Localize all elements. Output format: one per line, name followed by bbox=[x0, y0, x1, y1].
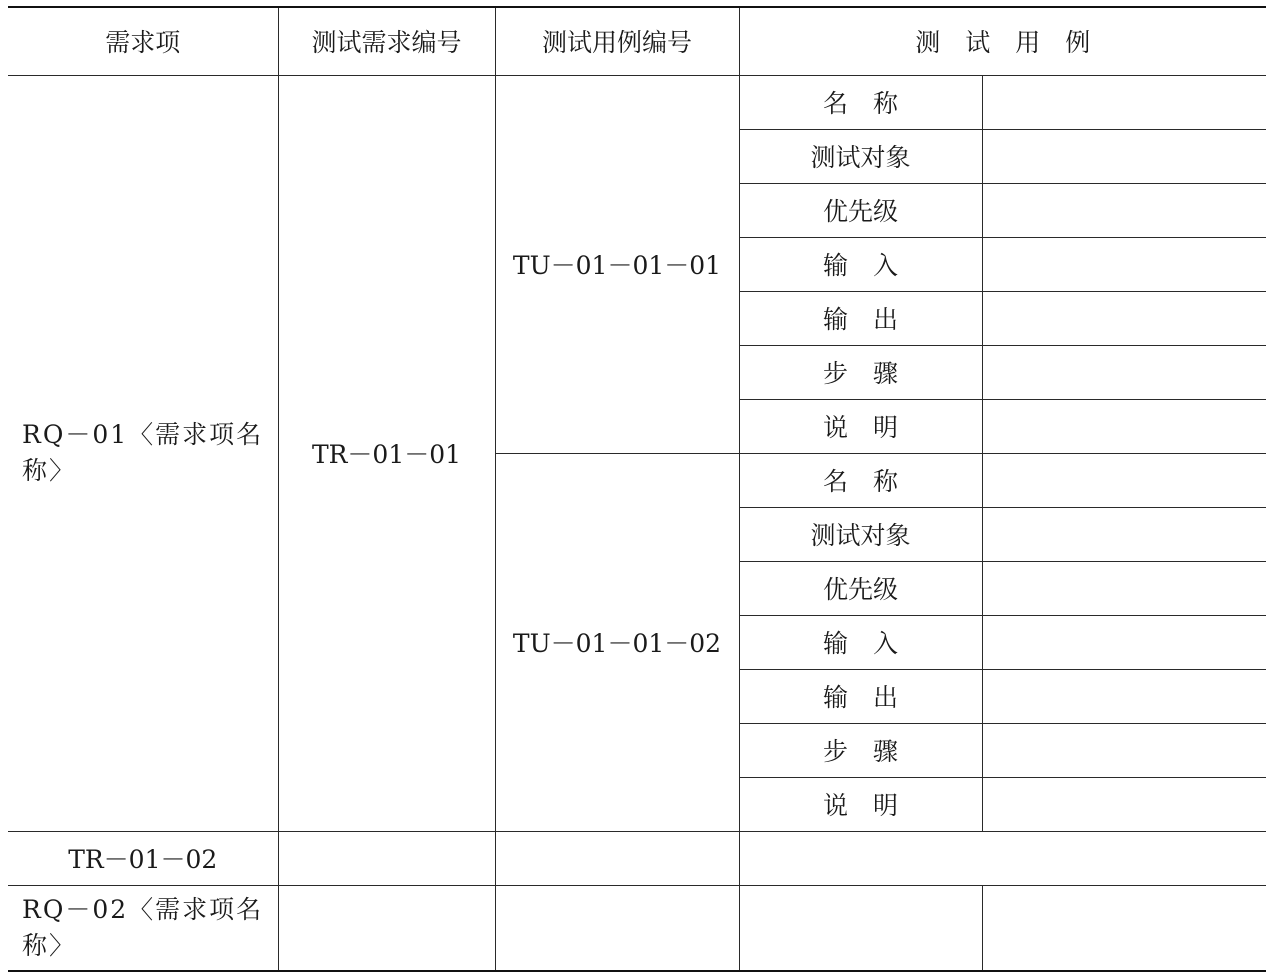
field-value-name bbox=[982, 453, 1266, 507]
empty-cell bbox=[495, 885, 739, 971]
field-value-steps bbox=[982, 345, 1266, 399]
field-label-name: 名 称 bbox=[739, 453, 982, 507]
empty-cell bbox=[495, 831, 739, 885]
test-traceability-table bbox=[8, 6, 1266, 972]
field-label-input: 输 入 bbox=[739, 237, 982, 291]
test-requirement-id-cell: TR－01－01 bbox=[278, 75, 495, 831]
field-value-priority bbox=[982, 183, 1266, 237]
field-value-output bbox=[982, 291, 1266, 345]
field-value-output bbox=[982, 669, 1266, 723]
field-label-steps: 步 骤 bbox=[739, 723, 982, 777]
table-row bbox=[8, 831, 1266, 885]
field-value-input bbox=[982, 237, 1266, 291]
empty-cell bbox=[278, 831, 495, 885]
test-requirement-id-cell: TR－01－02 bbox=[8, 831, 278, 885]
field-label-output: 输 出 bbox=[739, 669, 982, 723]
field-label-notes: 说 明 bbox=[739, 777, 982, 831]
requirement-item-cell: RQ－01〈需求项名称〉 bbox=[8, 75, 278, 831]
field-label-output: 输 出 bbox=[739, 291, 982, 345]
field-label-priority: 优先级 bbox=[739, 561, 982, 615]
field-value-input bbox=[982, 615, 1266, 669]
field-value-notes bbox=[982, 777, 1266, 831]
field-label-test-object: 测试对象 bbox=[739, 129, 982, 183]
field-value-notes bbox=[982, 399, 1266, 453]
field-value-name bbox=[982, 75, 1266, 129]
empty-cell bbox=[982, 885, 1266, 971]
table-row bbox=[8, 75, 1266, 129]
header-test-case-id: 测试用例编号 bbox=[495, 7, 739, 75]
empty-cell bbox=[739, 885, 982, 971]
empty-cell bbox=[278, 885, 495, 971]
table-row bbox=[8, 885, 1266, 971]
field-label-input: 输 入 bbox=[739, 615, 982, 669]
field-value-test-object bbox=[982, 129, 1266, 183]
field-label-name: 名 称 bbox=[739, 75, 982, 129]
field-label-test-object: 测试对象 bbox=[739, 507, 982, 561]
field-label-steps: 步 骤 bbox=[739, 345, 982, 399]
header-requirement-item: 需求项 bbox=[8, 7, 278, 75]
test-case-id-cell: TU－01－01－02 bbox=[495, 453, 739, 831]
field-value-priority bbox=[982, 561, 1266, 615]
field-label-priority: 优先级 bbox=[739, 183, 982, 237]
header-test-requirement-id: 测试需求编号 bbox=[278, 7, 495, 75]
field-label-notes: 说 明 bbox=[739, 399, 982, 453]
header-test-case: 测 试 用 例 bbox=[739, 7, 1266, 75]
test-case-id-cell: TU－01－01－01 bbox=[495, 75, 739, 453]
field-value-steps bbox=[982, 723, 1266, 777]
field-value-test-object bbox=[982, 507, 1266, 561]
header-row bbox=[8, 7, 1266, 75]
requirement-item-cell: RQ－02〈需求项名称〉 bbox=[8, 885, 278, 971]
empty-cell bbox=[739, 831, 982, 885]
